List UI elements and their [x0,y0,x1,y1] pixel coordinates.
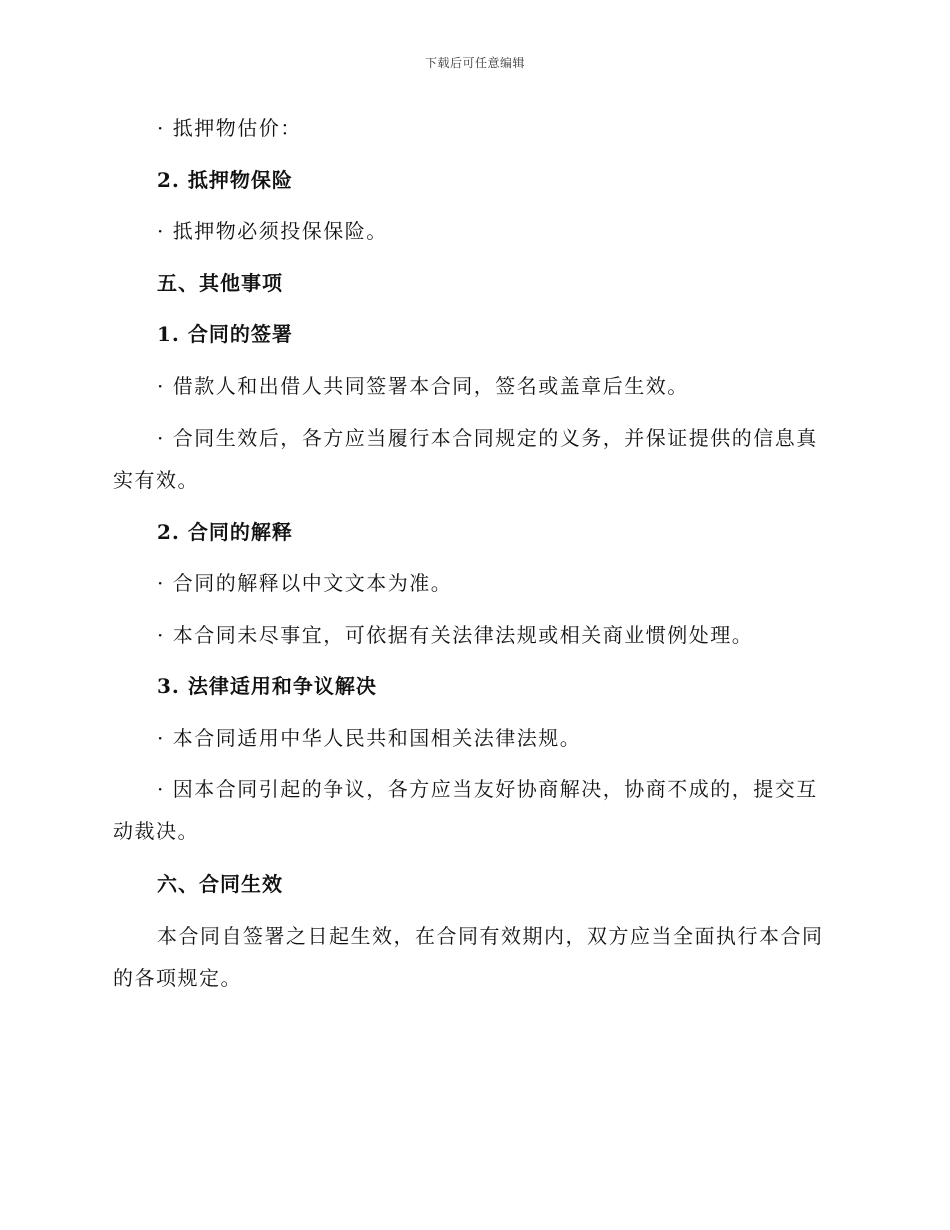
bullet-dispute-resolution-line2: 动裁决。 [113,819,199,843]
bullet-chinese-text-prevails: · 合同的解释以中文文本为准。 [157,571,453,595]
subheading-collateral-insurance: 2. 抵押物保险 [157,168,293,192]
page-header: 下载后可任意编辑 [424,56,525,70]
section-heading-other-matters: 五、其他事项 [157,271,283,295]
bullet-insurance-required: · 抵押物必须投保保险。 [157,219,388,243]
subheading-contract-signing: 1. 合同的签署 [157,322,293,346]
bullet-unresolved-matters: · 本合同未尽事宜，可依据有关法律法规或相关商业惯例处理。 [157,623,754,647]
bullet-obligations-line1: · 合同生效后，各方应当履行本合同规定的义务，并保证提供的信息真 [157,426,818,450]
paragraph-effect-line1: 本合同自签署之日起生效，在合同有效期内，双方应当全面执行本合同 [157,924,824,948]
bullet-dispute-resolution-line1: · 因本合同引起的争议，各方应当友好协商解决，协商不成的，提交互 [157,777,818,801]
paragraph-effect-line2: 的各项规定。 [113,966,242,990]
subheading-governing-law: 3. 法律适用和争议解决 [157,674,377,698]
subheading-contract-interpretation: 2. 合同的解释 [157,520,293,544]
section-heading-contract-effect: 六、合同生效 [157,872,283,896]
bullet-obligations-line2: 实有效。 [113,468,199,492]
bullet-joint-signing: · 借款人和出借人共同签署本合同，签名或盖章后生效。 [157,374,689,398]
bullet-collateral-valuation: · 抵押物估价： [157,116,302,140]
bullet-applicable-law: · 本合同适用中华人民共和国相关法律法规。 [157,726,582,750]
